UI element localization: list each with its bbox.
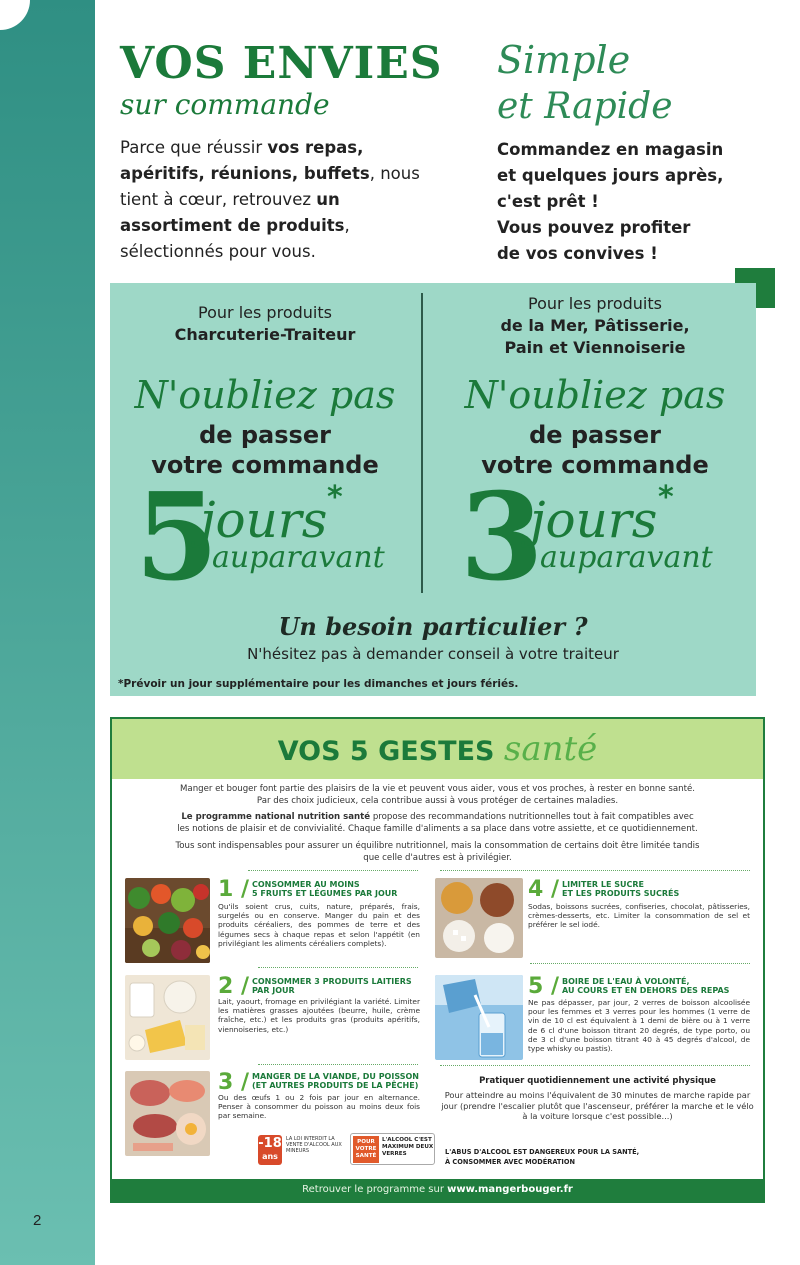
geste-5-text: Ne pas dépasser, par jour, 2 verres de boisson alcoolisée pour les femmes et 3 verres pour les hommes (1 verre de vin de 10 cl est équivalent à 1 demi de bière ou à 1 verre de 6 cl d'une boisson titrant 20 degrés, de type porto, ou de 3 cl d'une boisson titrant 40 à 45 degrés d'alcool, de type whisky ou pastis).	[528, 998, 750, 1054]
left-star: *	[327, 480, 343, 515]
right-category-2: Pain et Viennoiserie	[504, 338, 686, 357]
right-label: Pour les produits	[528, 294, 662, 313]
dotted-separator	[440, 870, 750, 871]
gestes-title-script: santé	[503, 729, 598, 769]
geste-1-title	[252, 880, 422, 898]
right-line-1: de passer	[529, 421, 661, 449]
gestes-intro-5: Tous sont indispensables pour assurer un équilibre nutritionnel, mais la consommation de certains doit être limitée tandis	[175, 841, 700, 851]
dotted-separator	[258, 1064, 418, 1065]
geste-4-number: 4 /	[528, 877, 560, 902]
geste-2-title-1: CONSOMMER 3 PRODUITS LAITIERS	[252, 977, 412, 986]
intro-paragraph	[120, 135, 450, 265]
logo18-number: -18	[258, 1136, 282, 1151]
intro-bold-1: vos repas, apéritifs, réunions, buffets	[120, 138, 370, 183]
geste-4-title	[562, 880, 752, 898]
gestes-intro-3-bold: Le programme national nutrition santé	[181, 812, 371, 822]
alcool-warning-1: L'ABUS D'ALCOOL EST DANGEREUX POUR LA SANTÉ,	[445, 1148, 640, 1156]
gestes-intro-4: les notions de plaisir et de convivialité. Chaque famille d'aliments a sa place dans votre assiette, et ce quotidiennement.	[177, 824, 698, 834]
geste-4-title-2: ET LES PRODUITS SUCRÉS	[562, 889, 680, 898]
gestes-intro-2: Par des choix judicieux, cela contribue aussi à vous protéger de certaines maladies.	[256, 796, 619, 806]
gestes-intro-1: Manger et bouger font partie des plaisirs de la vie et peuvent vous aider, vous et vos proches, à rester en bonne santé.	[180, 784, 695, 794]
alcool-sante-logo	[350, 1133, 435, 1165]
geste-1-number: 1 /	[218, 877, 250, 902]
dotted-separator	[258, 967, 418, 968]
geste-5-number: 5 /	[528, 974, 560, 999]
geste-1-text: Qu'ils soient crus, cuits, nature, préparés, frais, surgelés ou en conserve. Manger du pain et des produits céréaliers, des pommes de terre et des légumes secs à chaque repas et selon l'appétit (en privilégiant les aliments céréaliers complets).	[218, 902, 420, 948]
logo18-ans: ans	[262, 1152, 278, 1161]
geste-4-text: Sodas, boissons sucrées, confiseries, chocolat, pâtisseries, crèmes-desserts, etc. Limiter la consommation de sel et préférer le sel iodé.	[528, 902, 750, 930]
side-band	[0, 0, 95, 1265]
logo-sante-red: POUR VOTRE SANTÉ	[353, 1136, 379, 1163]
right-category-1: de la Mer, Pâtisserie,	[500, 316, 690, 335]
right-text-4: Vous pouvez profiter	[497, 218, 691, 237]
alcool-warning	[445, 1147, 675, 1167]
left-auparavant: auparavant	[212, 540, 385, 575]
geste-3-text: Ou des œufs 1 ou 2 fois par jour en alternance. Penser à consommer du poisson au moins deux fois par semaine.	[218, 1093, 420, 1121]
geste-2-title-2: PAR JOUR	[252, 986, 295, 995]
geste-3-title-2: (ET AUTRES PRODUITS DE LA PÊCHE)	[252, 1081, 419, 1090]
gestes-intro-3: propose des recommandations nutritionnelles tout à fait compatibles avec	[370, 812, 694, 822]
geste-3-title-1: MANGER DE LA VIANDE, DU POISSON	[252, 1072, 419, 1081]
mangerbouger-link[interactable]: www.mangerbouger.fr	[447, 1184, 573, 1195]
right-text-2: et quelques jours après,	[497, 166, 724, 185]
footnote: *Prévoir un jour supplémentaire pour les dimanches et jours fériés.	[118, 678, 519, 690]
right-column-header	[440, 293, 750, 359]
dotted-separator	[440, 1065, 750, 1066]
activity-text: Pour atteindre au moins l'équivalent de 30 minutes de marche rapide par jour (prendre l'escalier plutôt que l'ascenseur, préférer la marche et le vélo à la voiture lorsque c'est possible...)	[441, 1090, 754, 1121]
right-line-2: votre commande	[481, 451, 709, 479]
sugar-photo	[435, 878, 523, 958]
geste-2-number: 2 /	[218, 974, 250, 999]
dotted-separator	[248, 870, 418, 871]
rapide-title: et Rapide	[497, 86, 673, 127]
gestes-title-text: VOS 5 GESTES	[277, 736, 495, 767]
left-category: Charcuterie-Traiteur	[174, 325, 356, 344]
gestes-intro-block-2	[125, 811, 750, 835]
dotted-separator	[530, 963, 750, 964]
page-subtitle: sur commande	[120, 88, 330, 121]
besoin-text: N'hésitez pas à demander conseil à votre traiteur	[247, 645, 619, 663]
right-text-5: de vos convives !	[497, 244, 658, 263]
right-days-number: 3	[460, 467, 544, 608]
logo18-text: LA LOI INTERDIT LA VENTE D'ALCOOL AUX MINEURS	[286, 1136, 342, 1154]
geste-1-title-1: CONSOMMER AU MOINS	[252, 880, 360, 889]
right-jours: jours	[530, 491, 658, 549]
page-title: VOS ENVIES	[120, 38, 443, 89]
besoin-title: Un besoin particulier ?	[278, 612, 588, 641]
right-text-3: c'est prêt !	[497, 192, 599, 211]
left-line-2: votre commande	[151, 451, 379, 479]
geste-2-text: Lait, yaourt, fromage en privilégiant la variété. Limiter les matières grasses ajoutées (beurre, huile, crème fraîche, etc.) et les produits gras (produits apéritifs, viennoiseries, etc.)	[218, 997, 420, 1034]
alcool-warning-2: À CONSOMMER AVEC MODÉRATION	[445, 1158, 576, 1166]
geste-5-title	[562, 977, 752, 995]
geste-5-title-1: BOIRE DE L'EAU À VOLONTÉ,	[562, 977, 690, 986]
geste-3-number: 3 /	[218, 1070, 250, 1095]
left-days-number: 5	[135, 467, 219, 608]
logo-sante-text: L'ALCOOL C'EST MAXIMUM DEUX VERRES	[382, 1137, 434, 1157]
intro-text-1: Parce que réussir	[120, 138, 268, 157]
gestes-intro-block-3	[125, 840, 750, 864]
geste-5-title-2: AU COURS ET EN DEHORS DES REPAS	[562, 986, 730, 995]
geste-3-title	[252, 1072, 422, 1090]
right-reminder: N'oubliez pas	[464, 373, 726, 417]
intro-bold-2: un assortiment de produits	[120, 190, 345, 235]
activity-title: Pratiquer quotidiennement une activité physique	[479, 1076, 716, 1086]
right-star: *	[658, 480, 674, 515]
gestes-footer	[112, 1179, 763, 1201]
right-auparavant: auparavant	[540, 540, 713, 575]
vegetables-photo	[125, 878, 210, 963]
left-jours: jours	[200, 491, 328, 549]
footer-text: Retrouver le programme sur	[302, 1184, 448, 1195]
dairy-photo	[125, 975, 210, 1060]
page-number: 2	[33, 1212, 42, 1229]
water-photo	[435, 975, 523, 1060]
geste-1-title-2: 5 FRUITS ET LÉGUMES PAR JOUR	[252, 889, 398, 898]
left-column-header	[110, 302, 420, 346]
gestes-title	[112, 729, 763, 769]
panel-divider	[421, 293, 423, 593]
intro-text-2: , nous tient à cœur, retrouvez	[120, 164, 420, 209]
simple-title: Simple	[497, 38, 631, 82]
minus-18-logo	[258, 1135, 282, 1165]
left-line-1: de passer	[199, 421, 331, 449]
geste-4-title-1: LIMITER LE SUCRE	[562, 880, 644, 889]
gestes-intro-6: que celle d'autres est à privilégier.	[363, 853, 512, 863]
geste-2-title	[252, 977, 422, 995]
right-paragraph	[497, 137, 757, 267]
gestes-intro-block-1	[125, 783, 750, 807]
intro-text-3: , sélectionnés pour vous.	[120, 216, 350, 261]
right-text-1: Commandez en magasin	[497, 140, 724, 159]
left-label: Pour les produits	[198, 303, 332, 322]
left-reminder: N'oubliez pas	[134, 373, 396, 417]
meat-fish-photo	[125, 1071, 210, 1156]
